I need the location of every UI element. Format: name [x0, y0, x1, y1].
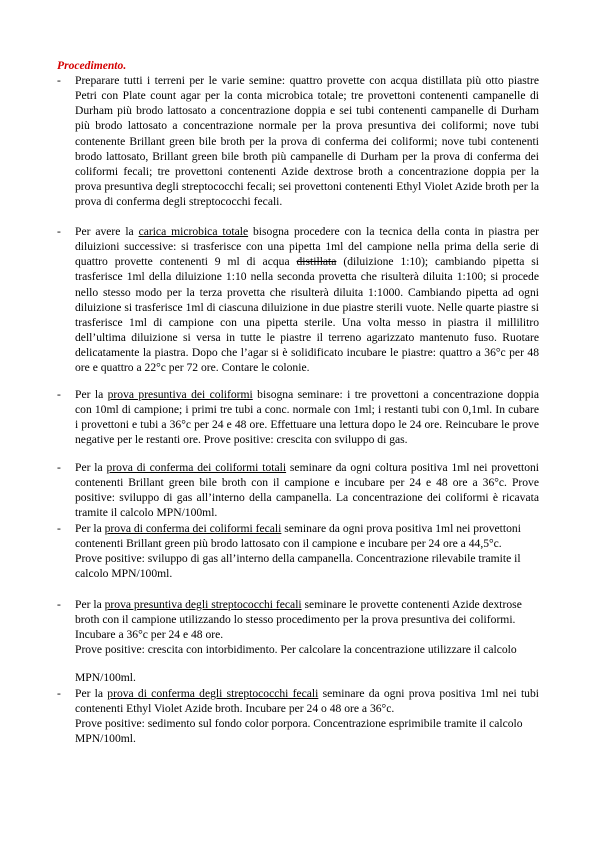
struck-word: distillata: [296, 255, 337, 269]
note-paragraph: [57, 642, 539, 657]
underlined-term: carica microbica totale: [138, 225, 249, 238]
item-text: Preparare tutti i terreni per le varie semine: quattro provette con acqua distillata più otto piastre Petri con Plate count agar per la conta microbica totale; tre provettoni contenenti campanelle di Durham più brodo lattosato a concentrazione doppia e sei tubi contenenti campanelle di Durham più brodo lattosato a concentrazione normale per la prova presuntiva dei coliformi; nove tubi contenente Brillant green bile broth per la prova di conferma dei coliformi; nove tubi contenenti brodo lattosato, Brillant green bile broth più campanelle di Durham per la prova di conferma dei coliformi fecali; tre provettoni contenenti Azide dextrose broth a concentrazione doppia per la prova presuntiva degli streptococchi fecali; sei provettoni contenenti Ethyl Violet Azide broth per la prova di conferma degli streptococchi fecali.: [75, 74, 539, 209]
list-item: [57, 73, 539, 209]
bullet-dash: -: [57, 74, 61, 87]
bullet-dash: -: [57, 225, 61, 238]
item-text: Per la prova di conferma dei coliformi totali seminare da ogni coltura positiva 1ml nei provettoni contenenti Brillant green bile broth con il campione e incubare per 24 e 48 ore a 36°c. Prove positive: sviluppo di gas all’interno della campanella. La concentrazione dei coliformi è ricavata tramite il calcolo MPN/100ml.: [75, 461, 540, 520]
list-item: [57, 224, 539, 376]
list-item: [57, 387, 539, 448]
item-text: Per la prova presuntiva degli streptococchi fecali seminare le provette contenenti Azide dextrose broth con il campione utilizzando lo stesso procedimento per la prova presuntiva dei coliformi. Incubare a 36°c per 24 e 48 ore.: [75, 598, 522, 642]
note-line: Prove positive: crescita con intorbidimento. Per calcolare la concentrazione utilizzare il calcolo: [75, 643, 517, 656]
list-item: [57, 597, 539, 642]
item-subnote: Prove positive: sviluppo di gas all’interno della campanella. Concentrazione rilevabile tramite il calcolo MPN/100ml.: [75, 552, 521, 581]
bullet-dash: -: [57, 388, 61, 401]
section-title: Procedimento.: [57, 59, 127, 72]
underlined-term: prova di conferma dei coliformi fecali: [104, 522, 282, 535]
underlined-term: prova di conferma dei coliformi totali: [106, 461, 287, 474]
item-text: Per la prova di conferma dei coliformi fecali seminare da ogni prova positiva 1ml nei provettoni contenenti Brillant green più brodo lattosato con il campione e incubare per 24 ore a 44,5°c. Prove positive: sviluppo di gas all’interno della campanella. Concentrazione rilevabile tramite il calcolo MPN/100ml.: [75, 521, 539, 582]
underlined-term: prova di conferma degli streptococchi fecali: [107, 687, 319, 700]
bullet-dash: -: [57, 461, 61, 474]
item-text: Per la prova presuntiva dei coliformi bisogna seminare: i tre provettoni a concentrazione doppia con 10ml di campione; i primi tre tubi a conc. normale con 1ml; i restanti tubi con 0,1ml. In cubare i provettoni e tubi a 36°c per 24 e 48 ore. Effettuare una lettura dopo le 24 ore. Reincubare le prove negative per le restanti ore. Prove positive: crescita con sviluppo di gas.: [75, 388, 539, 447]
item-text: Per la prova di conferma degli streptococchi fecali seminare da ogni prova positiva 1ml nei tubi contenenti Ethyl Violet Azide broth. Incubare per 24 o 48 ore a 36°c. Prove positive: sedimento sul fondo color porpora. Concentrazione esprimibile tramite il calcolo MPN/100ml.: [75, 687, 539, 746]
bullet-dash: -: [57, 687, 61, 700]
list-item: [57, 686, 539, 747]
underlined-term: prova presuntiva dei coliformi: [107, 388, 253, 401]
item-subnote: Prove positive: sedimento sul fondo color porpora. Concentrazione esprimibile tramite il calcolo MPN/100ml.: [75, 717, 523, 746]
bullet-dash: -: [57, 598, 61, 611]
underlined-term: prova presuntiva degli streptococchi fecali: [104, 598, 302, 611]
item-text: Per avere la carica microbica totale bisogna procedere con la tecnica della conta in piastra per diluizioni successive: si trasferisce con una pipetta 1ml del campione nella prima della serie di quattro provette contenenti 9 ml di acqua distillata (diluizione 1:10); cambiando pipetta si trasferisce 1ml della diluizione 1:10 nella seconda provetta che risulterà diluita 1:100; si procede nello stesso modo per la terza provetta che risulterà diluita 1:1000. Cambiando pipetta ad ogni diluizione si trasferisce 1ml di ciascuna diluizione in due piastre sterili vuote. Nelle quarte piastre si trasferisce 1ml di campione con una pipetta sterile. Una volta messo in piastra il millilitro dell’ultima diluizione si versa in tutte le piastre il terreno agarizzato mantenuto fuso. Ruotare delicatamente la piastra. Dopo che l’agar si è solidificato incubare le piastre: quattro a 36°c per 48 ore e quattro a 22°c per 72 ore. Contare le colonie.: [75, 225, 539, 375]
list-item: [57, 460, 539, 521]
list-item: [57, 521, 539, 582]
bullet-dash: -: [57, 522, 61, 535]
note-tail: MPN/100ml.: [75, 671, 136, 684]
